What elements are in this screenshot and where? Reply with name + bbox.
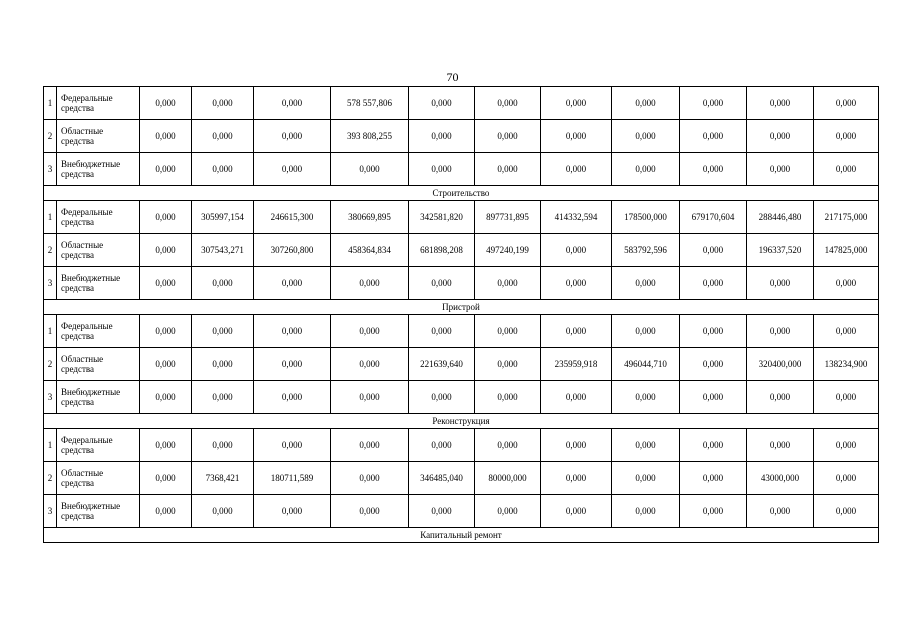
row-number: 2 [44, 234, 57, 267]
amount-cell: 0,000 [331, 315, 409, 348]
amount-cell: 246615,300 [254, 201, 331, 234]
amount-cell: 0,000 [541, 495, 612, 528]
amount-cell: 0,000 [140, 201, 192, 234]
amount-cell: 0,000 [541, 267, 612, 300]
amount-cell: 0,000 [747, 267, 814, 300]
funding-source-label: Федеральные средства [57, 315, 140, 348]
table-body [44, 87, 879, 543]
amount-cell: 80000,000 [475, 462, 541, 495]
table-row [44, 348, 879, 381]
amount-cell: 0,000 [331, 153, 409, 186]
row-number: 1 [44, 201, 57, 234]
amount-cell: 0,000 [612, 429, 680, 462]
section-header-row [44, 300, 879, 315]
row-number: 1 [44, 87, 57, 120]
amount-cell: 681898,208 [409, 234, 475, 267]
amount-cell: 0,000 [541, 315, 612, 348]
amount-cell: 0,000 [254, 153, 331, 186]
amount-cell: 0,000 [814, 429, 879, 462]
row-number: 1 [44, 315, 57, 348]
amount-cell: 0,000 [192, 381, 254, 414]
amount-cell: 0,000 [747, 87, 814, 120]
amount-cell: 0,000 [140, 87, 192, 120]
table-row [44, 234, 879, 267]
row-number: 2 [44, 120, 57, 153]
funding-source-label: Федеральные средства [57, 429, 140, 462]
amount-cell: 221639,640 [409, 348, 475, 381]
section-title: Пристрой [44, 300, 879, 315]
table-row [44, 201, 879, 234]
amount-cell: 0,000 [814, 153, 879, 186]
amount-cell: 0,000 [612, 462, 680, 495]
amount-cell: 147825,000 [814, 234, 879, 267]
amount-cell: 0,000 [140, 315, 192, 348]
row-number: 3 [44, 381, 57, 414]
amount-cell: 0,000 [612, 87, 680, 120]
amount-cell: 0,000 [254, 495, 331, 528]
amount-cell: 217175,000 [814, 201, 879, 234]
amount-cell: 0,000 [680, 348, 747, 381]
funding-source-label: Внебюджетные средства [57, 153, 140, 186]
amount-cell: 0,000 [140, 495, 192, 528]
amount-cell: 0,000 [814, 267, 879, 300]
amount-cell: 196337,520 [747, 234, 814, 267]
amount-cell: 0,000 [541, 429, 612, 462]
amount-cell: 0,000 [409, 87, 475, 120]
amount-cell: 0,000 [541, 120, 612, 153]
amount-cell: 0,000 [814, 120, 879, 153]
amount-cell: 7368,421 [192, 462, 254, 495]
amount-cell: 0,000 [192, 495, 254, 528]
amount-cell: 0,000 [409, 381, 475, 414]
amount-cell: 0,000 [192, 153, 254, 186]
amount-cell: 0,000 [409, 267, 475, 300]
section-header-row [44, 186, 879, 201]
table-row [44, 315, 879, 348]
amount-cell: 0,000 [814, 381, 879, 414]
table-row [44, 153, 879, 186]
table-row [44, 267, 879, 300]
amount-cell: 0,000 [140, 234, 192, 267]
amount-cell: 0,000 [192, 87, 254, 120]
amount-cell: 0,000 [680, 267, 747, 300]
table-row [44, 495, 879, 528]
amount-cell: 0,000 [747, 315, 814, 348]
table-row [44, 381, 879, 414]
amount-cell: 496044,710 [612, 348, 680, 381]
amount-cell: 0,000 [331, 429, 409, 462]
amount-cell: 0,000 [612, 495, 680, 528]
table-row [44, 429, 879, 462]
row-number: 3 [44, 495, 57, 528]
amount-cell: 43000,000 [747, 462, 814, 495]
amount-cell: 0,000 [814, 315, 879, 348]
amount-cell: 307260,800 [254, 234, 331, 267]
amount-cell: 0,000 [192, 267, 254, 300]
amount-cell: 305997,154 [192, 201, 254, 234]
amount-cell: 0,000 [409, 120, 475, 153]
amount-cell: 346485,040 [409, 462, 475, 495]
table-row [44, 462, 879, 495]
amount-cell: 0,000 [475, 153, 541, 186]
amount-cell: 0,000 [747, 381, 814, 414]
amount-cell: 138234,900 [814, 348, 879, 381]
amount-cell: 0,000 [140, 381, 192, 414]
amount-cell: 0,000 [331, 381, 409, 414]
amount-cell: 0,000 [254, 315, 331, 348]
amount-cell: 320400,000 [747, 348, 814, 381]
funding-source-label: Внебюджетные средства [57, 267, 140, 300]
amount-cell: 0,000 [475, 429, 541, 462]
amount-cell: 0,000 [475, 267, 541, 300]
amount-cell: 414332,594 [541, 201, 612, 234]
amount-cell: 0,000 [140, 429, 192, 462]
funding-source-label: Федеральные средства [57, 87, 140, 120]
amount-cell: 0,000 [192, 429, 254, 462]
funding-source-label: Федеральные средства [57, 201, 140, 234]
amount-cell: 0,000 [747, 429, 814, 462]
amount-cell: 0,000 [192, 348, 254, 381]
amount-cell: 0,000 [254, 87, 331, 120]
amount-cell: 0,000 [680, 462, 747, 495]
amount-cell: 0,000 [254, 120, 331, 153]
section-title: Капитальный ремонт [44, 528, 879, 543]
funding-source-label: Внебюджетные средства [57, 381, 140, 414]
amount-cell: 393 808,255 [331, 120, 409, 153]
amount-cell: 0,000 [475, 87, 541, 120]
amount-cell: 0,000 [254, 429, 331, 462]
amount-cell: 0,000 [331, 495, 409, 528]
amount-cell: 0,000 [612, 267, 680, 300]
amount-cell: 0,000 [475, 315, 541, 348]
amount-cell: 342581,820 [409, 201, 475, 234]
amount-cell: 0,000 [254, 267, 331, 300]
amount-cell: 0,000 [747, 495, 814, 528]
amount-cell: 0,000 [140, 348, 192, 381]
amount-cell: 0,000 [409, 315, 475, 348]
amount-cell: 0,000 [541, 153, 612, 186]
amount-cell: 0,000 [475, 495, 541, 528]
amount-cell: 0,000 [475, 381, 541, 414]
amount-cell: 0,000 [680, 315, 747, 348]
funding-source-label: Областные средства [57, 234, 140, 267]
amount-cell: 0,000 [475, 120, 541, 153]
amount-cell: 0,000 [331, 462, 409, 495]
row-number: 3 [44, 153, 57, 186]
amount-cell: 0,000 [475, 348, 541, 381]
amount-cell: 0,000 [254, 381, 331, 414]
section-header-row [44, 414, 879, 429]
amount-cell: 0,000 [140, 120, 192, 153]
funding-source-label: Внебюджетные средства [57, 495, 140, 528]
table-row [44, 87, 879, 120]
amount-cell: 0,000 [680, 87, 747, 120]
section-header-row [44, 528, 879, 543]
amount-cell: 0,000 [541, 462, 612, 495]
amount-cell: 0,000 [331, 348, 409, 381]
funding-source-label: Областные средства [57, 120, 140, 153]
amount-cell: 0,000 [680, 429, 747, 462]
table-row [44, 120, 879, 153]
amount-cell: 0,000 [814, 495, 879, 528]
amount-cell: 0,000 [409, 429, 475, 462]
amount-cell: 0,000 [541, 381, 612, 414]
amount-cell: 180711,589 [254, 462, 331, 495]
amount-cell: 0,000 [680, 234, 747, 267]
amount-cell: 0,000 [331, 267, 409, 300]
row-number: 2 [44, 348, 57, 381]
amount-cell: 0,000 [612, 381, 680, 414]
amount-cell: 0,000 [680, 495, 747, 528]
amount-cell: 0,000 [140, 462, 192, 495]
amount-cell: 0,000 [747, 153, 814, 186]
amount-cell: 0,000 [612, 315, 680, 348]
amount-cell: 897731,895 [475, 201, 541, 234]
amount-cell: 0,000 [814, 87, 879, 120]
amount-cell: 0,000 [814, 462, 879, 495]
amount-cell: 0,000 [747, 120, 814, 153]
amount-cell: 307543,271 [192, 234, 254, 267]
amount-cell: 288446,480 [747, 201, 814, 234]
row-number: 2 [44, 462, 57, 495]
amount-cell: 0,000 [192, 120, 254, 153]
amount-cell: 679170,604 [680, 201, 747, 234]
amount-cell: 0,000 [409, 153, 475, 186]
amount-cell: 0,000 [680, 153, 747, 186]
amount-cell: 235959,918 [541, 348, 612, 381]
amount-cell: 0,000 [541, 87, 612, 120]
funding-source-label: Областные средства [57, 462, 140, 495]
amount-cell: 458364,834 [331, 234, 409, 267]
amount-cell: 0,000 [680, 381, 747, 414]
amount-cell: 0,000 [541, 234, 612, 267]
amount-cell: 0,000 [680, 120, 747, 153]
funding-source-label: Областные средства [57, 348, 140, 381]
amount-cell: 583792,596 [612, 234, 680, 267]
amount-cell: 578 557,806 [331, 87, 409, 120]
page-number: 70 [446, 70, 459, 84]
amount-cell: 0,000 [612, 120, 680, 153]
section-title: Реконструкция [44, 414, 879, 429]
amount-cell: 0,000 [192, 315, 254, 348]
amount-cell: 0,000 [612, 153, 680, 186]
amount-cell: 0,000 [140, 267, 192, 300]
row-number: 3 [44, 267, 57, 300]
section-title: Строительство [44, 186, 879, 201]
amount-cell: 497240,199 [475, 234, 541, 267]
row-number: 1 [44, 429, 57, 462]
amount-cell: 0,000 [409, 495, 475, 528]
amount-cell: 178500,000 [612, 201, 680, 234]
amount-cell: 380669,895 [331, 201, 409, 234]
amount-cell: 0,000 [254, 348, 331, 381]
amount-cell: 0,000 [140, 153, 192, 186]
budget-table [43, 86, 879, 543]
